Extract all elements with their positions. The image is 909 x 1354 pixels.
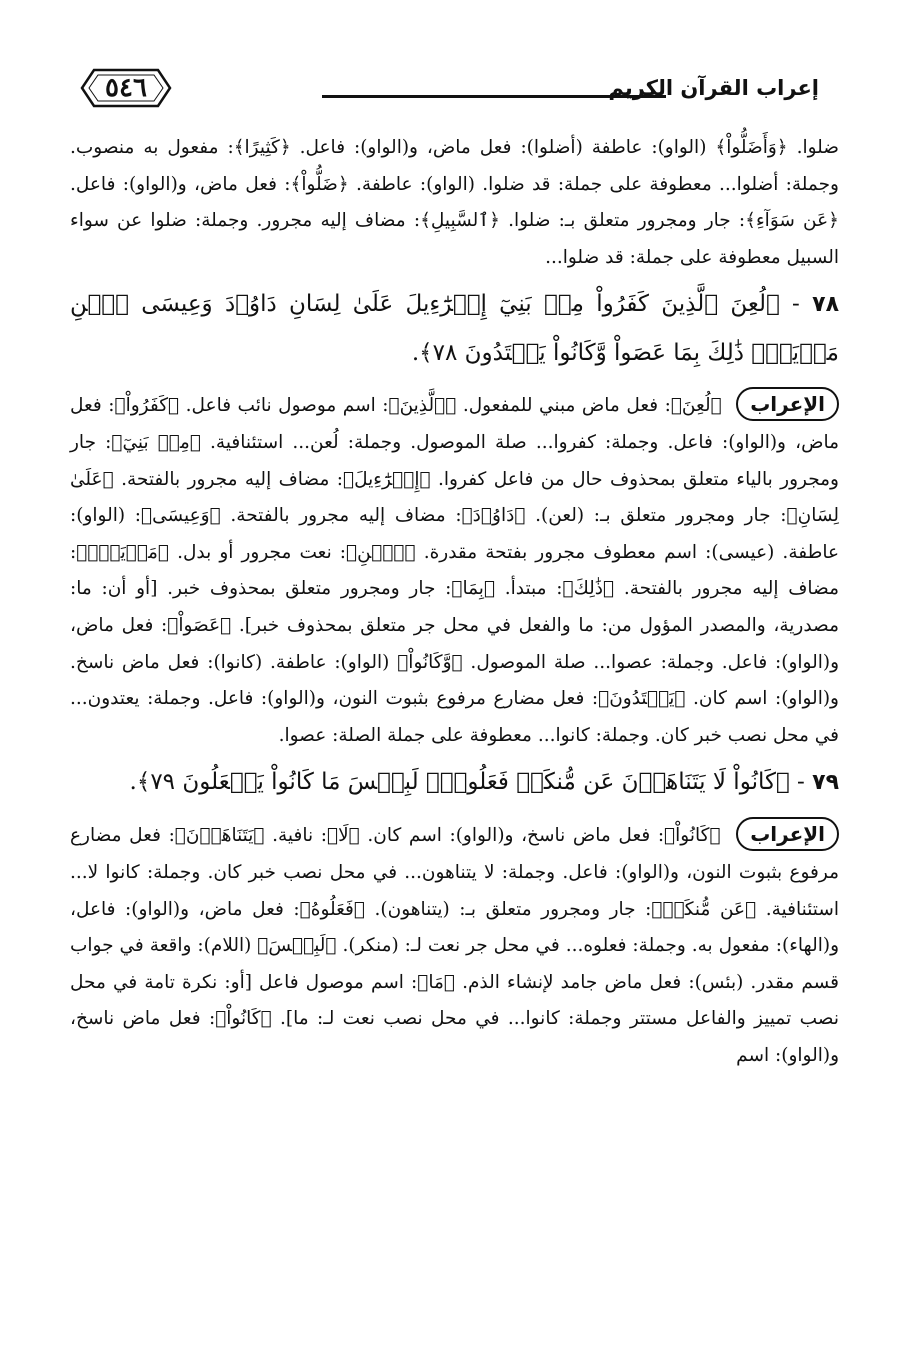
irab-label-badge: الإعراب bbox=[736, 817, 839, 851]
verse-79 bbox=[70, 758, 839, 807]
page-title: إعراب القرآن الكريم bbox=[608, 76, 819, 100]
page-number: ٥٤٦ bbox=[105, 73, 147, 103]
irab-text: ﴿كَانُواْ﴾: فعل ماض ناسخ، و(الواو): اسم كان. ﴿لَا﴾: نافية. ﴿يَتَنَاهَوۡنَ﴾: فعل مضارع مرفوع بثبوت النون، و(الواو): فاعل. وجملة: لا يتناهون... في محل نصب خبر كان. وجملة: كانوا لا... استئنافية. ﴿عَن مُّنكَرٖ﴾: جار ومجرور متعلق بـ: (يتناهون). ﴿فَعَلُوهُ﴾: فعل ماض، و(الواو): فاعل، و(الهاء): مفعول به. وجملة: فعلوه... في محل جر نعت لـ: (منكر). ﴿لَبِئۡسَ﴾ (اللام): واقعة في جواب قسم مقدر. (بئس): فعل ماض جامد لإنشاء الذم. ﴿مَا﴾: اسم موصول فاعل [أو: نكرة تامة في محل نصب تمييز والفاعل مستتر وجملة: كانوا... في محل نصب نعت لـ: ما]. ﴿كَانُواْ﴾: فعل ماض ناسخ، و(الواو): اسم bbox=[70, 825, 839, 1066]
verse-78 bbox=[70, 280, 839, 377]
page-number-badge bbox=[80, 66, 172, 110]
verse-text: - ﴿لُعِنَ ٱلَّذِينَ كَفَرُواْ مِنۢ بَنِيٓ إِسۡرَٰٓءِيلَ عَلَىٰ لِسَانِ دَاوُۥدَ وَعِيسَى ٱبۡنِ مَرۡيَمَۚ ذَٰلِكَ بِمَا عَصَواْ وَّكَانُواْ يَعۡتَدُونَ ٧٨﴾. bbox=[70, 291, 839, 367]
irab-section-78 bbox=[70, 387, 839, 754]
page-header bbox=[60, 62, 829, 118]
paragraph-continuation: ضلوا. ﴿وَأَضَلُّواْ﴾ (الواو): عاطفة (أضلوا): فعل ماض، و(الواو): فاعل. ﴿كَثِيرًا﴾: مفعول به منصوب. وجملة: أضلوا... معطوفة على جملة: قد ضلوا. (الواو): عاطفة. ﴿ضَلُّواْ﴾: فعل ماض، و(الواو): فاعل. ﴿عَن سَوَآءِ﴾: جار ومجرور متعلق بـ: ضلوا. ﴿ٱلسَّبِيلِ﴾: مضاف إليه مجرور. وجملة: ضلوا عن سواء السبيل معطوفة على جملة: قد ضلوا... bbox=[70, 137, 839, 268]
irab-label-badge: الإعراب bbox=[736, 387, 839, 421]
verse-text: - ﴿كَانُواْ لَا يَتَنَاهَوۡنَ عَن مُّنكَرٖ فَعَلُوهُۚ لَبِئۡسَ مَا كَانُواْ يَفۡعَلُونَ ٧٩﴾. bbox=[129, 769, 805, 796]
verse-number: ٧٩ bbox=[812, 770, 839, 796]
page-body bbox=[70, 130, 839, 1074]
irab-section-79 bbox=[70, 817, 839, 1074]
irab-text: ﴿لُعِنَ﴾: فعل ماض مبني للمفعول. ﴿ٱلَّذِينَ﴾: اسم موصول نائب فاعل. ﴿كَفَرُواْ﴾: فعل ماض، و(الواو): فاعل. وجملة: كفروا... صلة الموصول. وجملة: لُعن... استئنافية. ﴿مِنۢ بَنِيٓ﴾: جار ومجرور بالياء متعلق بمحذوف حال من فاعل كفروا. ﴿إِسۡرَٰٓءِيلَ﴾: مضاف إليه مجرور بالفتحة. ﴿عَلَىٰ لِسَانِ﴾: جار ومجرور متعلق بـ: (لعن). ﴿دَاوُۥدَ﴾: مضاف إليه مجرور بالفتحة. ﴿وَعِيسَى﴾: (الواو): عاطفة. (عيسى): اسم معطوف مجرور بفتحة مقدرة. ﴿ٱبۡنِ﴾: نعت مجرور أو بدل. ﴿مَرۡيَمَۚ﴾: مضاف إليه مجرور بالفتحة. ﴿ذَٰلِكَ﴾: مبتدأ. ﴿بِمَا﴾: جار ومجرور متعلق بمحذوف خبر. [أو أن: ما: مصدرية، والمصدر المؤول من: ما والفعل في محل جر متعلق بمحذوف خبر]. ﴿عَصَواْ﴾: فعل ماض، و(الواو): فاعل. وجملة: عصوا... صلة الموصول. ﴿وَّكَانُواْ﴾ (الواو): عاطفة. (كانوا): فعل ماض ناسخ. و(الواو): اسم كان. ﴿يَعۡتَدُونَ﴾: فعل مضارع مرفوع بثبوت النون، و(الواو): فاعل. وجملة: يعتدون... في محل نصب خبر كان. وجملة: كانوا... معطوفة على جملة الصلة: عصوا. bbox=[70, 395, 839, 746]
verse-number: ٧٨ bbox=[812, 292, 839, 318]
